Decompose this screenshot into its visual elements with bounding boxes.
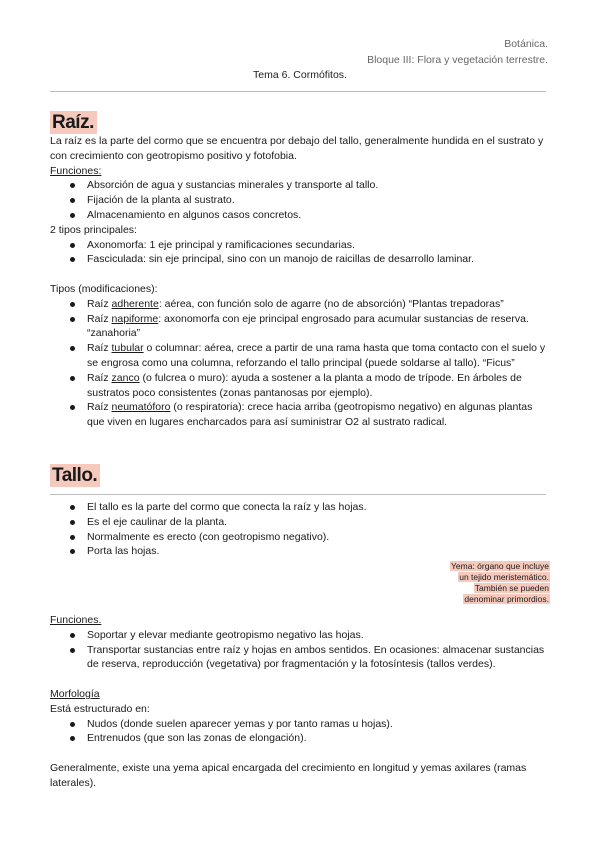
raiz-section-body xyxy=(50,134,550,430)
raiz-tipos-principales-label: 2 tipos principales: xyxy=(50,223,137,236)
tallo-divider xyxy=(50,494,546,495)
raiz-tipos-mod-label: Tipos (modificaciones): xyxy=(50,282,158,295)
header-subject: Botánica. xyxy=(504,38,548,50)
tallo-morfologia-list xyxy=(50,717,550,747)
spacer xyxy=(50,672,550,687)
list-item: Nudos (donde suelen aparecer yemas y por tanto ramas u hojas). xyxy=(50,717,550,732)
list-item: Soportar y elevar mediante geotropismo negativo las hojas. xyxy=(50,628,550,643)
list-item: Raíz napiforme: axonomorfa con eje principal engrosado para acumular sustancias de reserva. “zanahoria” xyxy=(50,312,550,342)
section-title-tallo: Tallo. xyxy=(50,464,100,487)
list-item: Normalmente es erecto (con geotropismo negativo). xyxy=(50,530,550,545)
list-item: Transportar sustancias entre raíz y hojas en ambos sentidos. En ocasiones: almacenar sustancias de reserva, reproducción (vegetativa) por fragmentación y la fotosíntesis (tallos verdes). xyxy=(50,643,550,673)
raiz-funciones-list xyxy=(50,178,550,222)
list-item: Es el eje caulinar de la planta. xyxy=(50,515,550,530)
tallo-morfologia-intro: Está estructurado en: xyxy=(50,702,150,715)
tallo-closing: Generalmente, existe una yema apical encargada del crecimiento en longitud y yemas axilares (ramas laterales). xyxy=(50,761,527,789)
tallo-items-block xyxy=(50,500,550,559)
list-item: Raíz zanco (o fulcrea o muro): ayuda a sostener a la planta a modo de trípode. En árboles de sustratos poco consistentes (zonas pantanosas por ejemplo). xyxy=(50,371,550,401)
header-divider xyxy=(50,91,546,92)
list-item: El tallo es la parte del cormo que conecta la raíz y las hojas. xyxy=(50,500,550,515)
raiz-funciones-label: Funciones: xyxy=(50,164,102,177)
list-item: Raíz adherente: aérea, con función solo de agarre (no de absorción) “Plantas trepadoras” xyxy=(50,297,550,312)
list-item: Raíz tubular o columnar: aérea, crece a partir de una rama hasta que toma contacto con el suelo y se engrosa como una columna, reforzando el tallo principal (puede soldarse al tallo). “Ficus” xyxy=(50,341,550,371)
tallo-funciones-list xyxy=(50,628,550,672)
tallo-body-block xyxy=(50,613,550,791)
list-item: Fasciculada: sin eje principal, sino con un manojo de raicillas de desarrollo laminar. xyxy=(50,252,550,267)
margin-note-yema: Yema: órgano que incluye un tejido meristemático. También se pueden denominar primordios. xyxy=(451,561,549,604)
list-item: Porta las hojas. xyxy=(50,544,550,559)
header-topic: Tema 6. Cormófitos. xyxy=(253,69,347,81)
list-item: Entrenudos (que son las zonas de elongación). xyxy=(50,731,550,746)
header-block: Bloque III: Flora y vegetación terrestre. xyxy=(367,54,548,66)
raiz-intro: La raíz es la parte del cormo que se encuentra por debajo del tallo, generalmente hundida en el sustrato y con crecimiento con geotropismo positivo y fotofobia. xyxy=(50,135,544,162)
list-item: Fijación de la planta al sustrato. xyxy=(50,193,550,208)
list-item: Raíz neumatóforo (o respiratoria): crece hacia arriba (geotropismo negativo) en algunas plantas que viven en lugares encharcados para así suministrar O2 al sustrato radical. xyxy=(50,400,550,430)
spacer xyxy=(50,746,550,761)
tallo-morfologia-label: Morfología xyxy=(50,687,100,700)
list-item: Absorción de agua y sustancias minerales y transporte al tallo. xyxy=(50,178,550,193)
list-item: Axonomorfa: 1 eje principal y ramificaciones secundarias. xyxy=(50,238,550,253)
tallo-items-list xyxy=(50,500,550,559)
tallo-funciones-label: Funciones. xyxy=(50,614,102,626)
section-title-raiz: Raíz. xyxy=(50,111,97,134)
spacer xyxy=(50,267,550,282)
raiz-tipos-principales-list xyxy=(50,238,550,268)
raiz-tipos-mod-list xyxy=(50,297,550,430)
list-item: Almacenamiento en algunos casos concretos. xyxy=(50,208,550,223)
